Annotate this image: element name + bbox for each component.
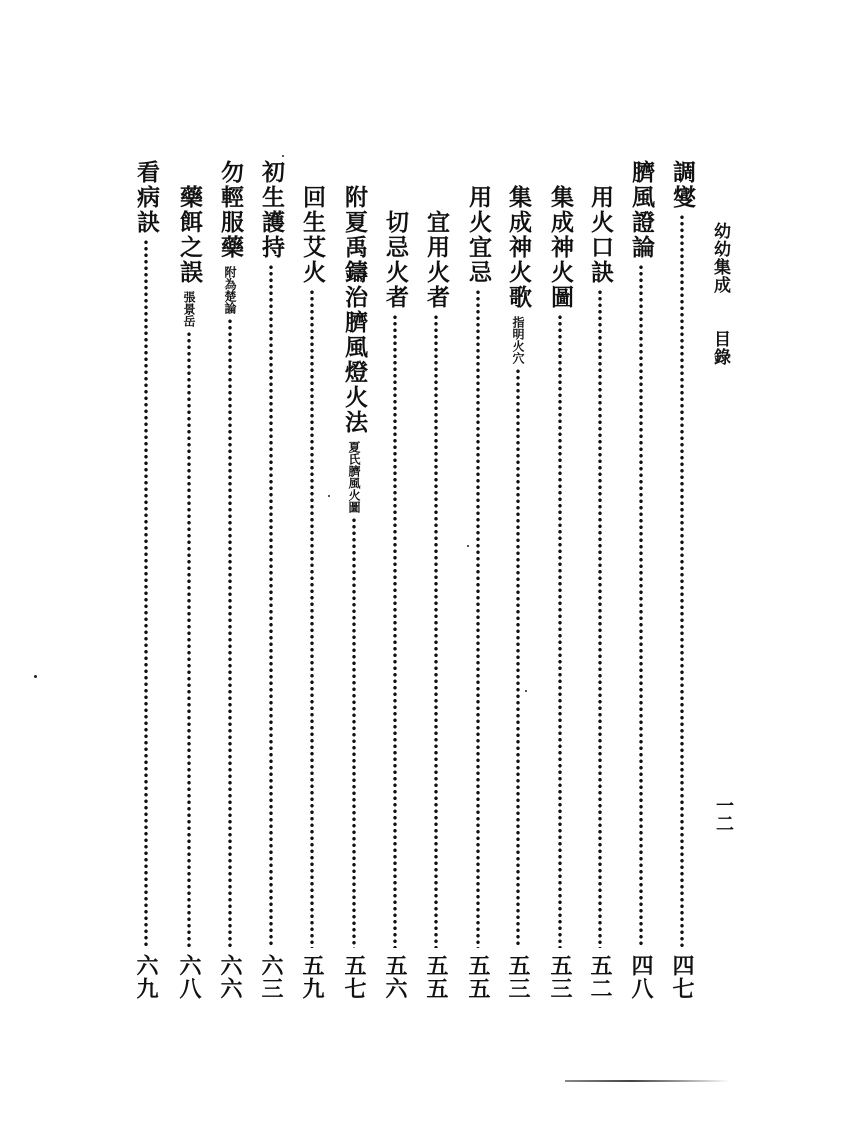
entry-title: 用火宜忌	[465, 185, 492, 285]
entry-title: 調燮	[669, 160, 696, 210]
entry-note: 附為楚論	[223, 266, 237, 314]
dot-leader	[228, 318, 232, 948]
entry-page: 六九	[133, 954, 159, 1000]
dot-leader	[434, 314, 438, 948]
entry-title: 宜用火者	[423, 210, 450, 310]
dot-leader	[680, 214, 684, 948]
entry-page: 六三	[258, 954, 284, 1000]
dot-leader	[310, 289, 314, 948]
entry-title: 切忌火者	[382, 210, 409, 310]
entry-title: 臍風證論	[628, 160, 655, 260]
toc-entry[interactable]	[131, 160, 161, 1000]
toc-entry[interactable]	[256, 160, 286, 1000]
toc-entry[interactable]	[421, 210, 451, 1000]
toc-entry[interactable]	[463, 185, 493, 1000]
entry-title: 初生護持	[258, 160, 285, 260]
entry-page: 五三	[505, 954, 531, 1000]
dot-leader	[352, 517, 356, 948]
dot-leader	[269, 264, 273, 948]
entry-page: 五六	[382, 954, 408, 1000]
dot-leader	[598, 289, 602, 948]
dot-leader	[393, 314, 397, 948]
dot-leader	[144, 239, 148, 948]
toc-entry[interactable]	[297, 185, 327, 1000]
entry-title: 用火口訣	[587, 185, 614, 285]
entry-note: 指明火穴	[511, 316, 525, 364]
entry-page: 五七	[341, 954, 367, 1000]
entry-page: 五九	[299, 954, 325, 1000]
entry-title: 藥餌之誤	[176, 185, 203, 285]
dot-leader	[558, 314, 562, 948]
scan-speck	[34, 675, 37, 678]
entry-title: 集成神火歌	[505, 185, 532, 310]
dot-leader	[476, 289, 480, 948]
toc-entry[interactable]	[215, 160, 245, 1000]
entry-title: 勿輕服藥	[217, 160, 244, 260]
toc-entry[interactable]	[585, 185, 615, 1000]
scan-speck	[328, 495, 330, 497]
toc-entry[interactable]	[174, 185, 204, 1000]
toc-entry[interactable]	[626, 160, 656, 1000]
dot-leader	[187, 331, 191, 948]
entry-title: 附夏禹鑄治臍風燈火法	[341, 185, 368, 435]
toc-entry[interactable]	[380, 210, 410, 1000]
section-title: 目錄	[710, 330, 730, 366]
scan-speck	[467, 545, 469, 547]
entry-page: 四七	[669, 954, 695, 1000]
entry-note: 夏氏臍風火圖	[347, 441, 361, 513]
scan-artifact-line	[565, 1080, 730, 1082]
entry-note: 張景岳	[182, 291, 196, 327]
entry-page: 五五	[423, 954, 449, 1000]
scan-speck	[525, 690, 527, 692]
entry-page: 四八	[628, 954, 654, 1000]
entry-page: 六六	[217, 954, 243, 1000]
entry-page: 六八	[176, 954, 202, 1000]
scan-speck	[282, 155, 284, 157]
page-number: 一二	[713, 796, 734, 832]
entry-page: 五三	[547, 954, 573, 1000]
entry-title: 集成神火圖	[547, 185, 574, 310]
entry-page: 五五	[465, 954, 491, 1000]
toc-entry[interactable]	[545, 185, 575, 1000]
dot-leader	[516, 368, 520, 948]
toc-entry[interactable]	[503, 185, 533, 1000]
toc-entry[interactable]	[667, 160, 697, 1000]
toc-entry[interactable]	[339, 185, 369, 1000]
dot-leader	[639, 264, 643, 948]
book-title: 幼幼集成	[710, 222, 730, 294]
entry-title: 回生艾火	[299, 185, 326, 285]
entry-page: 五二	[587, 954, 613, 1000]
entry-title: 看病訣	[133, 160, 160, 235]
